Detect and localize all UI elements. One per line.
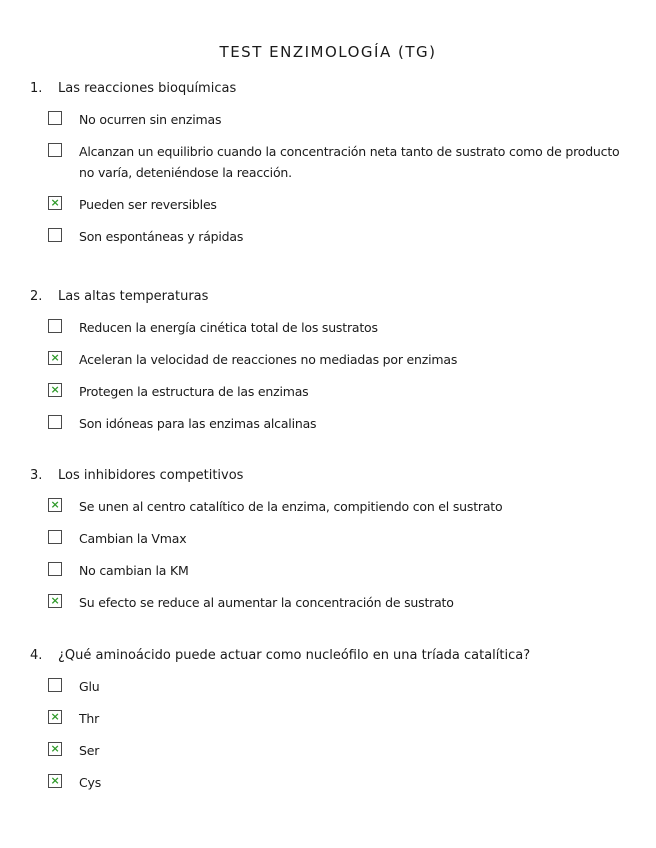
checkbox[interactable] (48, 228, 62, 242)
checkbox[interactable] (48, 319, 62, 333)
answer-option (30, 381, 636, 402)
question-text: Las altas temperaturas (58, 289, 209, 304)
option-text: No cambian la KM (79, 563, 189, 578)
checkmark-icon: × (50, 351, 60, 364)
question-text: Los inhibidores competitivos (58, 468, 244, 483)
answer-option (30, 496, 636, 517)
question-heading (30, 286, 636, 308)
checkmark-icon: × (50, 196, 60, 209)
answer-option (30, 413, 636, 434)
answer-option (30, 317, 636, 338)
checkbox[interactable] (48, 383, 62, 397)
question-2 (30, 286, 636, 434)
checkbox[interactable] (48, 351, 62, 365)
checkbox[interactable] (48, 774, 62, 788)
answer-option (30, 676, 636, 697)
question-3 (30, 465, 636, 613)
checkmark-icon: × (50, 383, 60, 396)
checkbox[interactable] (48, 196, 62, 210)
checkmark-icon (49, 112, 61, 124)
answer-option (30, 528, 636, 549)
checkmark-icon (49, 144, 61, 156)
answer-option (30, 708, 636, 729)
checkmark-icon (49, 229, 61, 241)
option-text: Aceleran la velocidad de reacciones no mediadas por enzimas (79, 352, 458, 367)
option-text: Cys (79, 775, 102, 790)
answer-options (30, 496, 636, 613)
checkbox[interactable] (48, 562, 62, 576)
checkmark-icon (49, 563, 61, 575)
answer-options (30, 676, 636, 793)
question-text: Las reacciones bioquímicas (58, 81, 237, 96)
option-text: Pueden ser reversibles (79, 197, 217, 212)
checkbox[interactable] (48, 143, 62, 157)
option-text: Protegen la estructura de las enzimas (79, 384, 309, 399)
checkmark-icon (49, 531, 61, 543)
answer-option (30, 226, 636, 247)
question-heading (30, 465, 636, 487)
checkbox[interactable] (48, 742, 62, 756)
checkmark-icon: × (50, 742, 60, 755)
option-text: Son idóneas para las enzimas alcalinas (79, 416, 317, 431)
question-heading (30, 78, 636, 100)
checkbox[interactable] (48, 111, 62, 125)
checkmark-icon: × (50, 774, 60, 787)
question-text: ¿Qué aminoácido puede actuar como nucleófilo en una tríada catalítica? (58, 648, 531, 663)
question-heading (30, 645, 636, 667)
checkmark-icon: × (50, 498, 60, 511)
option-text: Ser (79, 743, 100, 758)
checkbox[interactable] (48, 498, 62, 512)
answer-options (30, 109, 636, 247)
answer-option (30, 109, 636, 130)
question-4 (30, 645, 636, 793)
option-text: No ocurren sin enzimas (79, 112, 222, 127)
checkmark-icon (49, 679, 61, 691)
checkmark-icon (49, 320, 61, 332)
answer-option (30, 349, 636, 370)
question-number: 2. (30, 289, 43, 304)
answer-option (30, 772, 636, 793)
checkbox[interactable] (48, 710, 62, 724)
option-text: Se unen al centro catalítico de la enzima, compitiendo con el sustrato (79, 499, 503, 514)
answer-option (30, 141, 636, 183)
option-text: Reducen la energía cinética total de los sustratos (79, 320, 378, 335)
checkbox[interactable] (48, 415, 62, 429)
question-number: 3. (30, 468, 43, 483)
answer-option (30, 194, 636, 215)
option-text: Cambian la Vmax (79, 531, 187, 546)
checkmark-icon (49, 416, 61, 428)
question-number: 4. (30, 648, 43, 663)
checkmark-icon: × (50, 594, 60, 607)
answer-option (30, 592, 636, 613)
option-text: Alcanzan un equilibrio cuando la concentración neta tanto de sustrato como de producto no varía, deteniéndose la reacción. (79, 144, 620, 180)
option-text: Su efecto se reduce al aumentar la concentración de sustrato (79, 595, 454, 610)
page-title: TEST ENZIMOLOGÍA (TG) (219, 43, 437, 62)
option-text: Thr (79, 711, 100, 726)
question-1 (30, 78, 636, 247)
answer-option (30, 560, 636, 581)
answer-option (30, 740, 636, 761)
option-text: Glu (79, 679, 100, 694)
answer-options (30, 317, 636, 434)
question-number: 1. (30, 81, 43, 96)
checkmark-icon: × (50, 710, 60, 723)
checkbox[interactable] (48, 594, 62, 608)
checkbox[interactable] (48, 678, 62, 692)
checkbox[interactable] (48, 530, 62, 544)
option-text: Son espontáneas y rápidas (79, 229, 244, 244)
